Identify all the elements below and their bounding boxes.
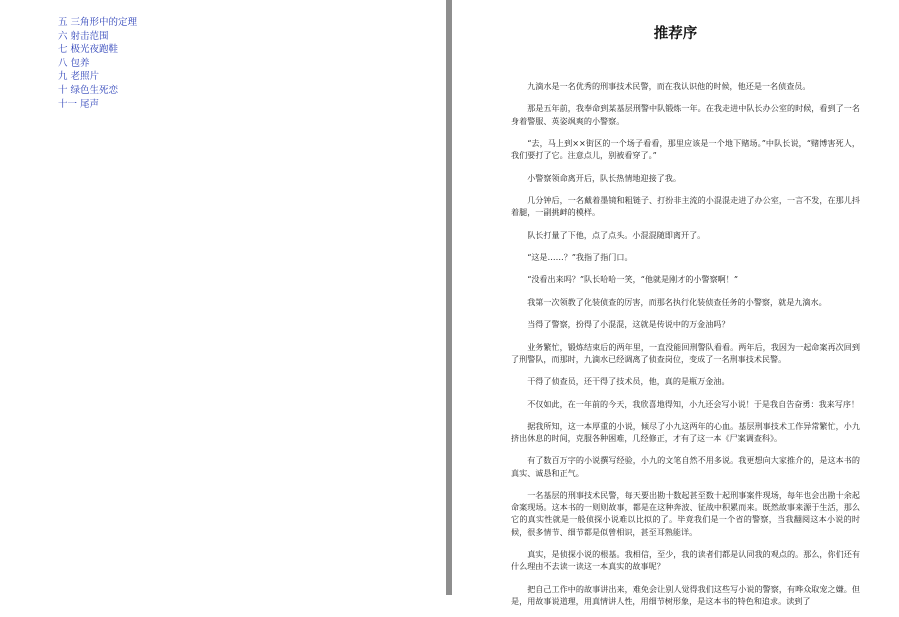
paragraph: 真实，是侦探小说的根基。我相信，至少，我的读者们都是认同我的观点的。那么，你们还有什么理由不去读一读这一本真实的故事呢？ [511, 549, 860, 572]
paragraph: 把自己工作中的故事讲出来，难免会让别人觉得我们这些写小说的警察，有哗众取宠之嫌。但是，用故事说道理，用真情讲人性，用细节树形象，是这本书的特色和追求。读到了 [511, 583, 860, 606]
paragraph: 有了数百万字的小说撰写经验，小九的文笔自然不用多说。我更想向大家推介的，是这本书的真实、诚恳和正气。 [511, 455, 860, 478]
page-title: 推荐序 [653, 26, 698, 42]
preface-body [511, 80, 860, 617]
toc-item-chapter-11[interactable]: 十一 尾声 [58, 98, 100, 110]
toc-item-chapter-10[interactable]: 十 绿色生死恋 [58, 84, 119, 96]
toc-item-chapter-9[interactable]: 九 老照片 [58, 71, 100, 83]
paragraph: 一名基层的刑事技术民警，每天要出勘十数起甚至数十起刑事案件现场，每年也会出勘十余起命案现场。这本书的一则则故事，都是在这种奔波、征战中积累而来。既然故事来源于生活，那么它的真实性就是一般侦探小说难以比拟的了。毕竟我们是一个省的警察，当我翻阅这本小说的时候，很多情节、细节都是似曾相识，甚至耳熟能详。 [511, 490, 860, 537]
paragraph: 不仅如此，在一年前的今天，我欣喜地得知，小九还会写小说！于是我自告奋勇：我来写序！ [527, 398, 860, 409]
paragraph: 干得了侦查员，还干得了技术员，他，真的是瓶万金油。 [527, 376, 730, 387]
paragraph: 业务繁忙，锻炼结束后的两年里，一直没能回刑警队看看。两年后，我因为一起命案再次回到了刑警队，而那时，九滴水已经调离了侦查岗位，变成了一名刑事技术民警。 [511, 341, 860, 364]
toc-item-chapter-5[interactable]: 五 三角形中的定理 [58, 17, 138, 28]
paragraph: 据我所知，这一本厚重的小说，倾尽了小九这两年的心血。基层刑事技术工作异常繁忙，小九挤出休息的时间，克服各种困难，几经修正，才有了这一本《尸案调查科》。 [511, 420, 860, 444]
toc-item-chapter-8[interactable]: 八 包养 [58, 57, 90, 69]
paragraph: 当得了警察，扮得了小混混，这就是传说中的万金油吗？ [527, 319, 730, 330]
paragraph: “这是……？”我指了指门口。 [527, 251, 633, 262]
paragraph: 那是五年前，我奉命到某基层刑警中队锻炼一年。在我走进中队长办公室的时候，看到了一名身着警服、英姿飒爽的小警察。 [511, 103, 860, 126]
preface-page [452, 0, 899, 606]
toc-item-chapter-7[interactable]: 七 极光夜跑鞋 [58, 44, 119, 56]
paragraph: “没看出来吗？”队长哈哈一笑，“他就是刚才的小警察啊！” [527, 274, 738, 285]
paragraph: 小警察领命离开后，队长热情地迎接了我。 [527, 172, 681, 183]
paragraph: “去，马上到××街区的一个场子看看，那里应该是一个地下赌场。”中队长说，“赌博害死人，我们要打了它。注意点儿，别被看穿了。” [511, 137, 860, 161]
table-of-contents [58, 16, 137, 111]
paragraph: 几分钟后，一名戴着墨镜和粗链子、打扮非主流的小混混走进了办公室，一言不发，在那儿抖着腿，一副挑衅的模样。 [511, 194, 860, 218]
paragraph: 我第一次领教了化装侦查的厉害，而那名执行化装侦查任务的小警察，就是九滴水。 [527, 296, 827, 307]
toc-page [0, 0, 446, 595]
paragraph: 队长打量了下他，点了点头。小混混随即离开了。 [527, 229, 706, 240]
toc-item-chapter-6[interactable]: 六 射击范围 [58, 30, 109, 42]
paragraph: 九滴水是一名优秀的刑事技术民警，而在我认识他的时候，他还是一名侦查员。 [527, 81, 811, 91]
